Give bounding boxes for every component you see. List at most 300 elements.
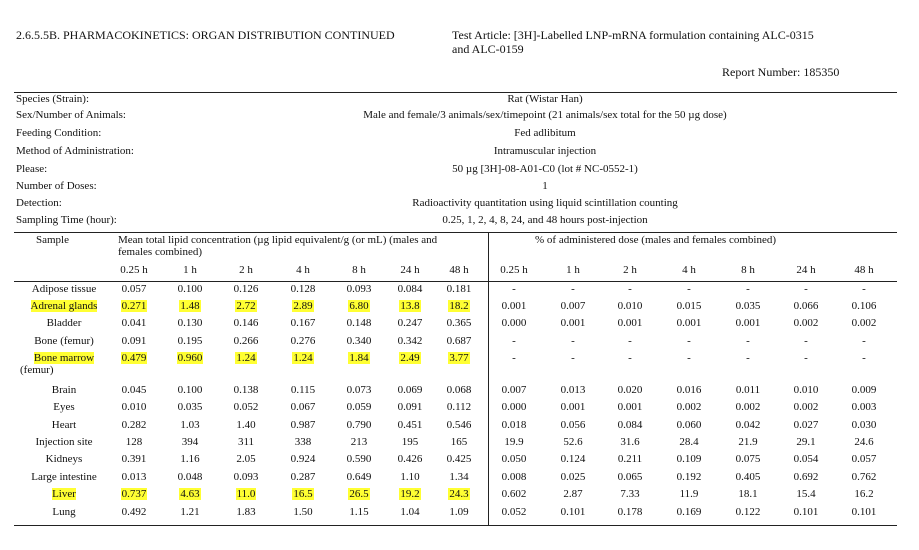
concentration-cell	[279, 335, 327, 347]
concentration-cell	[386, 436, 434, 448]
dose-cell	[840, 453, 888, 465]
concentration-cell	[166, 384, 214, 396]
concentration-cell	[386, 317, 434, 329]
dose-cell	[782, 283, 830, 295]
concentration-cell	[386, 401, 434, 413]
dose-value: 0.001	[560, 401, 586, 413]
dose-value: 0.106	[851, 300, 877, 312]
sample-label: Injection site	[35, 436, 93, 448]
dose-cell	[549, 436, 597, 448]
concentration-value: 1.04	[400, 506, 420, 518]
section-title: 2.6.5.5B. PHARMACOKINETICS: ORGAN DISTRIBUTION CONTINUED	[16, 28, 395, 42]
dose-value: 0.000	[501, 401, 527, 413]
dose-value: 15.4	[796, 488, 816, 500]
dose-value: 0.002	[793, 317, 819, 329]
dose-cell	[490, 401, 538, 413]
concentration-cell	[110, 401, 158, 413]
dose-cell	[665, 300, 713, 312]
concentration-cell	[435, 488, 483, 500]
sample-name	[14, 352, 114, 376]
dose-value: 0.101	[851, 506, 877, 518]
concentration-cell	[166, 283, 214, 295]
concentration-value: 0.013	[121, 471, 147, 483]
info-label: Please:	[16, 163, 48, 175]
dose-value: 0.000	[501, 317, 527, 329]
dose-value: -	[571, 283, 575, 295]
concentration-cell	[335, 335, 383, 347]
dose-cell	[665, 401, 713, 413]
concentration-value: 0.340	[346, 335, 372, 347]
dose-cell	[606, 384, 654, 396]
dose-cell	[490, 283, 538, 295]
dose-value: 0.101	[560, 506, 586, 518]
dose-cell	[782, 488, 830, 500]
dose-value: -	[746, 352, 750, 364]
dose-value: 0.010	[617, 300, 643, 312]
concentration-cell	[279, 352, 327, 364]
concentration-cell	[110, 506, 158, 518]
concentration-value: 338	[294, 436, 312, 448]
dose-value: 0.762	[851, 471, 877, 483]
sample-name	[14, 401, 114, 413]
concentration-cell	[222, 317, 270, 329]
concentration-value: 1.84	[349, 352, 369, 364]
concentration-value: 1.34	[449, 471, 469, 483]
concentration-value: 0.048	[177, 471, 203, 483]
dose-value: 0.178	[617, 506, 643, 518]
concentration-cell	[279, 471, 327, 483]
dose-cell	[606, 506, 654, 518]
dose-cell	[665, 419, 713, 431]
concentration-value: 16.5	[293, 488, 313, 500]
concentration-cell	[222, 506, 270, 518]
dose-cell	[724, 436, 772, 448]
conc-timepoint: 0.25 h	[120, 264, 148, 276]
dose-cell	[840, 471, 888, 483]
concentration-header: Mean total lipid concentration (µg lipid equivalent/g (or mL) (males and females combined)	[118, 234, 438, 258]
dose-value: 0.056	[560, 419, 586, 431]
concentration-value: 0.479	[121, 352, 147, 364]
dose-cell	[724, 317, 772, 329]
concentration-value: 26.5	[349, 488, 369, 500]
dose-value: -	[687, 335, 691, 347]
sample-label: Lung	[52, 506, 76, 518]
concentration-cell	[435, 401, 483, 413]
concentration-value: 0.282	[121, 419, 147, 431]
sample-label: Adrenal glands	[30, 300, 98, 312]
dose-cell	[782, 300, 830, 312]
concentration-value: 0.276	[290, 335, 316, 347]
concentration-value: 0.987	[290, 419, 316, 431]
dose-value: -	[804, 283, 808, 295]
dose-cell	[782, 506, 830, 518]
dose-cell	[782, 453, 830, 465]
concentration-cell	[110, 335, 158, 347]
concentration-value: 0.737	[121, 488, 147, 500]
dose-value: 0.054	[793, 453, 819, 465]
info-label: Species (Strain):	[16, 93, 90, 105]
dose-cell	[665, 317, 713, 329]
dose-cell	[606, 436, 654, 448]
dose-value: 0.042	[735, 419, 761, 431]
dose-cell	[665, 453, 713, 465]
concentration-value: 0.045	[121, 384, 147, 396]
dose-cell	[782, 317, 830, 329]
dose-cell	[665, 506, 713, 518]
concentration-value: 0.266	[233, 335, 259, 347]
dose-value: 0.084	[617, 419, 643, 431]
dose-cell	[549, 335, 597, 347]
dose-value: 18.1	[738, 488, 758, 500]
concentration-value: 1.21	[180, 506, 200, 518]
sample-sublabel: (femur)	[20, 364, 54, 376]
concentration-cell	[335, 488, 383, 500]
dose-value: 0.001	[676, 317, 702, 329]
info-value: Male and female/3 animals/sex/timepoint (21 animals/sex total for the 50 µg dose)	[363, 109, 727, 121]
sample-label: Liver	[52, 488, 76, 500]
dose-value: 0.003	[851, 401, 877, 413]
concentration-cell	[435, 419, 483, 431]
info-value: 0.25, 1, 2, 4, 8, 24, and 48 hours post-injection	[442, 214, 648, 226]
dose-cell	[724, 453, 772, 465]
dose-value: 0.052	[501, 506, 527, 518]
dose-cell	[490, 335, 538, 347]
concentration-cell	[110, 471, 158, 483]
dose-cell	[782, 419, 830, 431]
concentration-cell	[279, 317, 327, 329]
dose-cell	[665, 488, 713, 500]
concentration-cell	[222, 488, 270, 500]
dose-value: 0.007	[501, 384, 527, 396]
dose-value: 0.169	[676, 506, 702, 518]
dose-value: -	[746, 283, 750, 295]
concentration-value: 0.138	[233, 384, 259, 396]
sample-name	[14, 419, 114, 431]
dose-cell	[724, 335, 772, 347]
concentration-value: 1.03	[180, 419, 200, 431]
concentration-value: 3.77	[449, 352, 469, 364]
concentration-cell	[335, 352, 383, 364]
concentration-value: 1.48	[180, 300, 200, 312]
concentration-cell	[435, 300, 483, 312]
dose-cell	[665, 352, 713, 364]
sample-name	[14, 283, 114, 295]
dose-cell	[840, 488, 888, 500]
dose-cell	[724, 283, 772, 295]
concentration-cell	[335, 506, 383, 518]
dose-cell	[606, 317, 654, 329]
concentration-cell	[435, 384, 483, 396]
dose-value: 0.016	[676, 384, 702, 396]
concentration-cell	[335, 471, 383, 483]
dose-value: -	[571, 335, 575, 347]
concentration-cell	[110, 384, 158, 396]
concentration-cell	[166, 317, 214, 329]
dose-timepoint: 24 h	[796, 264, 816, 276]
sample-name	[14, 436, 114, 448]
concentration-value: 0.067	[290, 401, 316, 413]
concentration-value: 0.181	[446, 283, 472, 295]
concentration-cell	[386, 453, 434, 465]
dose-value: -	[571, 352, 575, 364]
concentration-cell	[279, 283, 327, 295]
dose-value: 0.018	[501, 419, 527, 431]
dose-cell	[665, 384, 713, 396]
dose-timepoint: 2 h	[623, 264, 637, 276]
dose-cell	[549, 506, 597, 518]
concentration-value: 213	[350, 436, 368, 448]
sample-name	[14, 488, 114, 500]
concentration-cell	[222, 283, 270, 295]
sample-label: Heart	[51, 419, 77, 431]
dose-cell	[490, 453, 538, 465]
dose-cell	[549, 453, 597, 465]
sample-label: Brain	[51, 384, 77, 396]
concentration-value: 0.546	[446, 419, 472, 431]
dose-value: 24.6	[854, 436, 874, 448]
concentration-value: 0.342	[397, 335, 423, 347]
concentration-value: 0.100	[177, 384, 203, 396]
concentration-value: 0.167	[290, 317, 316, 329]
concentration-cell	[110, 488, 158, 500]
concentration-value: 0.112	[446, 401, 472, 413]
dose-value: 0.001	[560, 317, 586, 329]
sample-name	[14, 453, 114, 465]
dose-cell	[782, 352, 830, 364]
dose-value: 0.002	[676, 401, 702, 413]
sample-name	[14, 471, 114, 483]
concentration-cell	[386, 384, 434, 396]
dose-cell	[840, 506, 888, 518]
concentration-cell	[222, 335, 270, 347]
sample-label: Eyes	[53, 401, 75, 413]
info-label: Number of Doses:	[16, 180, 97, 192]
info-value: 1	[542, 180, 548, 192]
dose-cell	[665, 283, 713, 295]
concentration-cell	[386, 283, 434, 295]
dose-value: 0.122	[735, 506, 761, 518]
concentration-cell	[110, 352, 158, 364]
dose-cell	[490, 384, 538, 396]
dose-cell	[724, 384, 772, 396]
sample-name	[14, 384, 114, 396]
dose-cell	[549, 488, 597, 500]
dose-timepoint: 0.25 h	[500, 264, 528, 276]
dose-cell	[665, 471, 713, 483]
dose-cell	[606, 300, 654, 312]
dose-value: 2.87	[563, 488, 583, 500]
concentration-value: 0.052	[233, 401, 259, 413]
dose-cell	[840, 283, 888, 295]
concentration-value: 0.084	[397, 283, 423, 295]
dose-value: 0.015	[676, 300, 702, 312]
dose-value: 0.211	[617, 453, 643, 465]
concentration-value: 18.2	[449, 300, 469, 312]
concentration-value: 1.40	[236, 419, 256, 431]
concentration-cell	[279, 300, 327, 312]
dose-value: -	[804, 335, 808, 347]
dose-value: -	[687, 283, 691, 295]
concentration-cell	[222, 419, 270, 431]
dose-cell	[490, 419, 538, 431]
dose-value: -	[512, 352, 516, 364]
sample-label: Large intestine	[31, 471, 97, 483]
concentration-value: 1.50	[293, 506, 313, 518]
concentration-value: 0.041	[121, 317, 147, 329]
dose-value: 0.602	[501, 488, 527, 500]
concentration-cell	[279, 419, 327, 431]
dose-cell	[490, 471, 538, 483]
concentration-value: 24.3	[449, 488, 469, 500]
dose-value: -	[628, 335, 632, 347]
dose-value: -	[746, 335, 750, 347]
dose-cell	[606, 401, 654, 413]
concentration-value: 19.2	[400, 488, 420, 500]
concentration-value: 0.093	[233, 471, 259, 483]
dose-cell	[606, 488, 654, 500]
info-value: 50 µg [3H]-08-A01-C0 (lot # NC-0552-1)	[452, 163, 638, 175]
info-value: Rat (Wistar Han)	[507, 93, 583, 105]
concentration-value: 0.091	[121, 335, 147, 347]
dose-value: 0.050	[501, 453, 527, 465]
concentration-cell	[386, 488, 434, 500]
concentration-value: 0.091	[397, 401, 423, 413]
concentration-cell	[110, 419, 158, 431]
concentration-cell	[110, 436, 158, 448]
concentration-value: 1.24	[236, 352, 256, 364]
concentration-cell	[110, 300, 158, 312]
conc-timepoint: 8 h	[352, 264, 366, 276]
sample-name	[14, 317, 114, 329]
dose-cell	[606, 453, 654, 465]
concentration-cell	[386, 506, 434, 518]
dose-value: 0.011	[735, 384, 761, 396]
concentration-cell	[386, 419, 434, 431]
dose-value: 29.1	[796, 436, 816, 448]
dose-value: 0.035	[735, 300, 761, 312]
dose-timepoint: 4 h	[682, 264, 696, 276]
dose-value: 0.109	[676, 453, 702, 465]
concentration-value: 2.05	[236, 453, 256, 465]
dose-cell	[724, 300, 772, 312]
concentration-cell	[435, 317, 483, 329]
dose-cell	[490, 300, 538, 312]
concentration-cell	[435, 283, 483, 295]
sample-name	[14, 506, 114, 518]
concentration-value: 1.15	[349, 506, 369, 518]
concentration-value: 0.790	[346, 419, 372, 431]
dose-cell	[782, 335, 830, 347]
sample-header: Sample	[36, 234, 69, 246]
sample-label: Kidneys	[45, 453, 83, 465]
dose-cell	[549, 471, 597, 483]
dose-value: 0.075	[735, 453, 761, 465]
concentration-cell	[166, 419, 214, 431]
concentration-value: 0.365	[446, 317, 472, 329]
concentration-cell	[435, 352, 483, 364]
dose-cell	[490, 506, 538, 518]
conc-timepoint: 2 h	[239, 264, 253, 276]
dose-value: 0.066	[793, 300, 819, 312]
dose-cell	[724, 419, 772, 431]
concentration-value: 1.24	[293, 352, 313, 364]
info-value: Fed adlibitum	[514, 127, 576, 139]
dose-value: 0.192	[676, 471, 702, 483]
concentration-cell	[222, 352, 270, 364]
concentration-value: 128	[125, 436, 143, 448]
concentration-cell	[386, 300, 434, 312]
dose-value: 0.001	[617, 401, 643, 413]
dose-cell	[782, 384, 830, 396]
concentration-value: 0.590	[346, 453, 372, 465]
dose-cell	[724, 471, 772, 483]
concentration-value: 1.10	[400, 471, 420, 483]
dose-value: -	[862, 352, 866, 364]
concentration-value: 0.425	[446, 453, 472, 465]
concentration-cell	[435, 335, 483, 347]
conc-timepoint: 48 h	[449, 264, 469, 276]
test-article: Test Article: [3H]-Labelled LNP-mRNA formulation containing ALC-0315 and ALC-0159	[452, 28, 814, 56]
dose-value: -	[628, 352, 632, 364]
dose-value: 0.007	[560, 300, 586, 312]
concentration-value: 0.130	[177, 317, 203, 329]
concentration-value: 0.287	[290, 471, 316, 483]
concentration-cell	[110, 283, 158, 295]
dose-cell	[549, 317, 597, 329]
dose-value: -	[862, 283, 866, 295]
dose-value: 0.001	[735, 317, 761, 329]
conc-timepoint: 4 h	[296, 264, 310, 276]
dose-cell	[490, 352, 538, 364]
concentration-cell	[166, 436, 214, 448]
concentration-value: 0.960	[177, 352, 203, 364]
dose-value: 0.124	[560, 453, 586, 465]
concentration-value: 0.057	[121, 283, 147, 295]
info-label: Sex/Number of Animals:	[16, 109, 126, 121]
concentration-cell	[279, 401, 327, 413]
concentration-cell	[279, 506, 327, 518]
dose-cell	[606, 283, 654, 295]
table-bottom-rule	[14, 525, 897, 526]
dose-value: 0.002	[851, 317, 877, 329]
sample-name	[14, 335, 114, 347]
concentration-value: 0.068	[446, 384, 472, 396]
dose-value: 0.101	[793, 506, 819, 518]
concentration-value: 0.195	[177, 335, 203, 347]
concentration-cell	[222, 453, 270, 465]
dose-timepoint: 8 h	[741, 264, 755, 276]
concentration-value: 0.100	[177, 283, 203, 295]
concentration-cell	[110, 453, 158, 465]
concentration-cell	[166, 506, 214, 518]
dose-value: 0.405	[735, 471, 761, 483]
concentration-value: 0.073	[346, 384, 372, 396]
dose-value: 0.027	[793, 419, 819, 431]
concentration-cell	[166, 335, 214, 347]
concentration-cell	[386, 335, 434, 347]
dose-value: 0.025	[560, 471, 586, 483]
sample-label: Bone marrow	[33, 352, 95, 364]
concentration-value: 0.128	[290, 283, 316, 295]
concentration-cell	[335, 317, 383, 329]
concentration-cell	[110, 317, 158, 329]
dose-value: 0.001	[501, 300, 527, 312]
concentration-value: 394	[181, 436, 199, 448]
info-value: Radioactivity quantitation using liquid scintillation counting	[412, 197, 678, 209]
concentration-value: 0.115	[290, 384, 316, 396]
info-label: Detection:	[16, 197, 62, 209]
dose-cell	[840, 436, 888, 448]
